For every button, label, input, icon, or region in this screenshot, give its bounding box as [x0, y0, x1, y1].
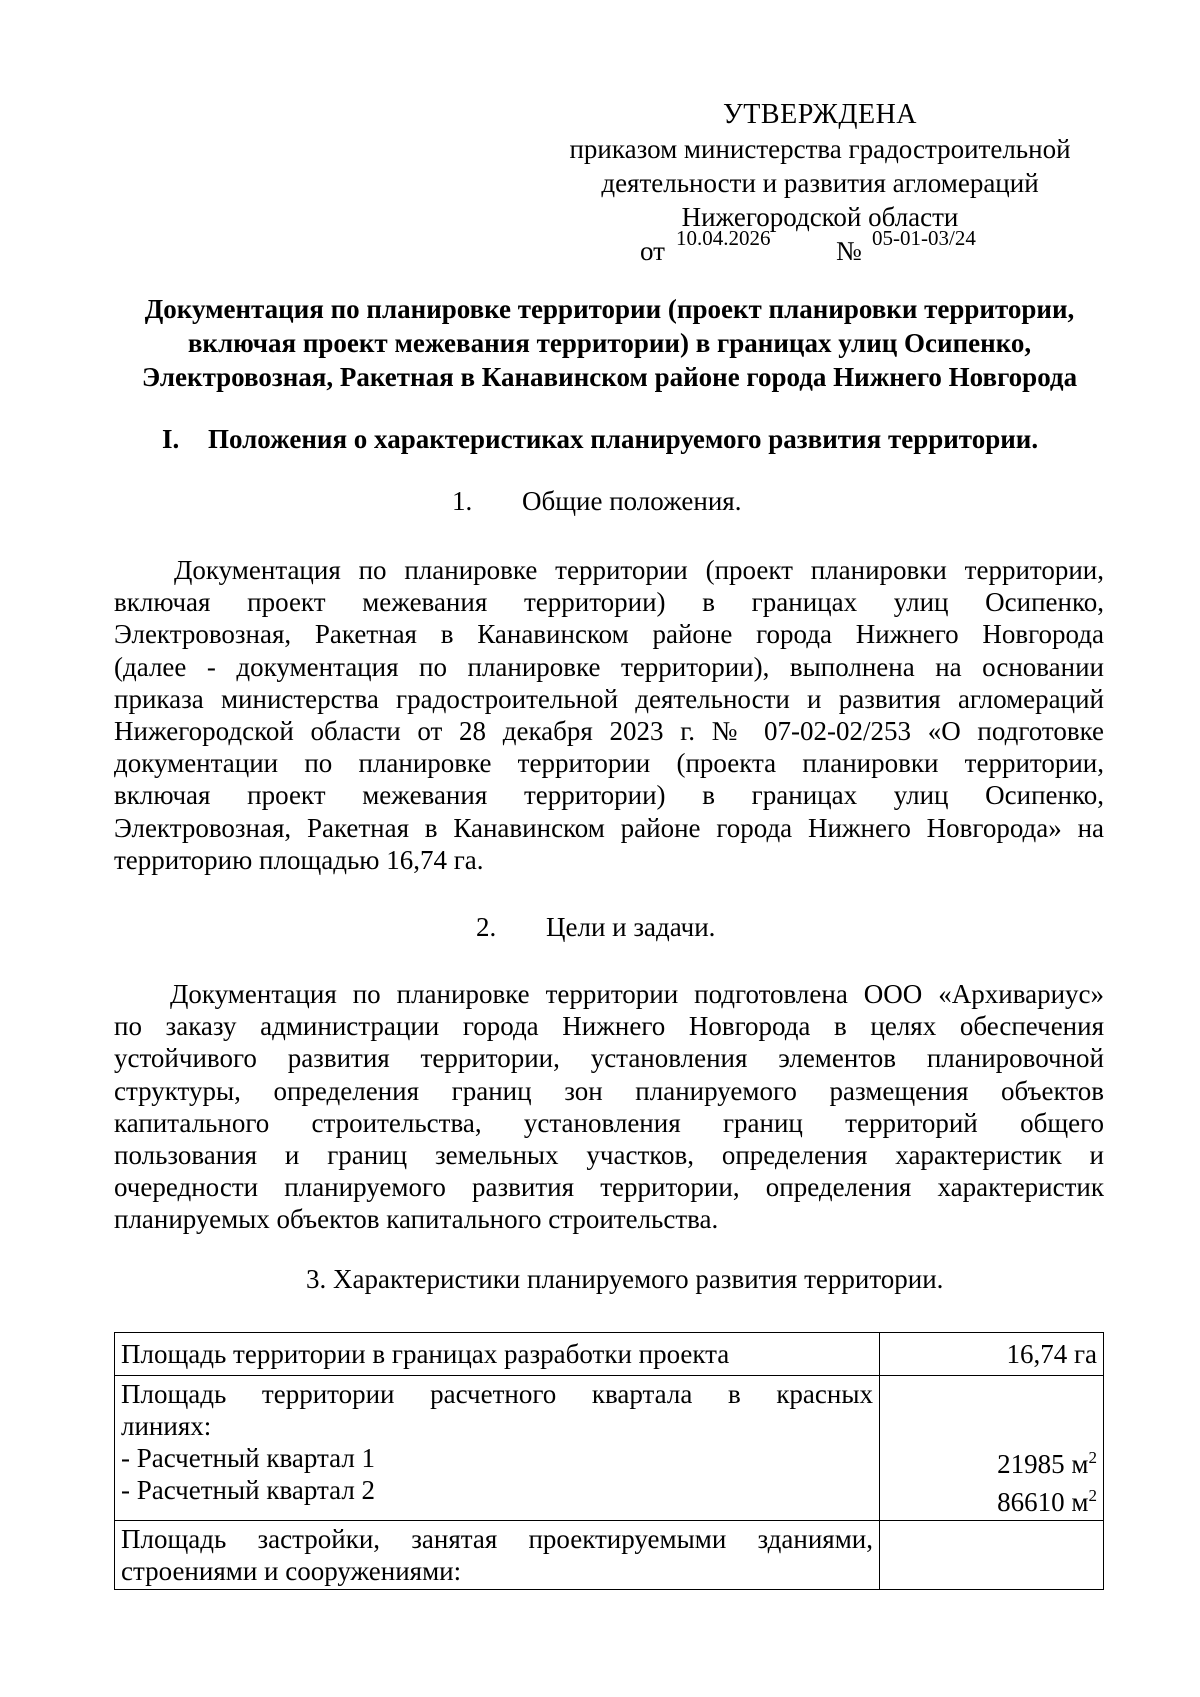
- unit-superscript: 2: [1088, 1448, 1097, 1467]
- subsection-1-number: 1.: [452, 486, 473, 516]
- row-1-value: 16,74 га: [1006, 1339, 1097, 1369]
- date-label: от: [640, 236, 665, 266]
- section-heading: [162, 424, 1038, 455]
- subsection-2-number: 2.: [476, 912, 497, 942]
- row-2-item-2-label: - Расчетный квартал 2: [121, 1475, 376, 1505]
- section-title: Положения о характеристиках планируемого развития территории.: [208, 424, 1039, 454]
- table-cell-value: [880, 1376, 1104, 1521]
- title-line-1: Документация по планировке территории (проект планировки территории,: [144, 294, 1075, 324]
- table-row: [115, 1521, 1104, 1590]
- row-2-label-line-1: Площадь территории расчетного квартала в красных: [121, 1379, 873, 1409]
- paragraph-line: Электровозная, Ракетная в Канавинском районе города Нижнего Новгорода: [114, 619, 1104, 650]
- subsection-3-heading: 3. Характеристики планируемого развития территории.: [306, 1264, 944, 1294]
- row-3-label-line-2: строениями и сооружениями:: [121, 1556, 462, 1586]
- row-1-label: Площадь территории в границах разработки проекта: [121, 1339, 730, 1369]
- number-label: №: [836, 236, 862, 266]
- paragraph-line: капитального строительства, установления границ территорий общего: [114, 1107, 1104, 1138]
- approval-line-3: Нижегородской области: [681, 202, 959, 232]
- table-cell-value: [880, 1333, 1104, 1376]
- document-title: [112, 292, 1107, 394]
- paragraph-line: Документация по планировке территории подготовлена ООО «Архивариус»: [170, 979, 1104, 1009]
- paragraph-line: приказа министерства градостроительной деятельности и развития агломераций: [114, 683, 1104, 714]
- row-2-item-1-label: - Расчетный квартал 1: [121, 1443, 376, 1473]
- item-2-value-text: 86610 м: [997, 1487, 1089, 1517]
- paragraph-line: планируемых объектов капитального строительства.: [114, 1204, 719, 1235]
- paragraph-line: (далее - документация по планировке территории), выполнена на основании: [114, 651, 1104, 682]
- paragraph-line: документации по планировке территории (проекта планировки территории,: [114, 748, 1104, 779]
- table-cell-value: [880, 1521, 1104, 1590]
- characteristics-table: [114, 1332, 1104, 1590]
- paragraph-general: [114, 554, 1104, 876]
- item-1-value-text: 21985 м: [997, 1449, 1089, 1479]
- table-cell-label: [115, 1376, 880, 1521]
- paragraph-line: включая проект межевания территории) в границах улиц Осипенко,: [114, 780, 1104, 811]
- paragraph-goals: [114, 978, 1104, 1236]
- subsection-2-title: Цели и задачи.: [546, 912, 716, 942]
- paragraph-line: территорию площадью 16,74 га.: [114, 844, 484, 875]
- table-cell-label: [115, 1333, 880, 1376]
- approval-line-1: приказом министерства градостроительной: [569, 134, 1071, 164]
- paragraph-line: структуры, определения границ зон планируемого размещения объектов: [114, 1075, 1104, 1106]
- row-2-label-line-2: линиях:: [121, 1411, 212, 1441]
- section-number: I.: [162, 424, 180, 454]
- paragraph-line: Электровозная, Ракетная в Канавинском районе города Нижнего Новгорода» на: [114, 812, 1104, 843]
- approval-title: УТВЕРЖДЕНА: [722, 99, 918, 130]
- unit-superscript: 2: [1088, 1486, 1097, 1505]
- paragraph-line: Документация по планировке территории (проект планировки территории,: [174, 555, 1104, 585]
- row-2-item-2-value: [886, 1480, 1097, 1518]
- table-cell-label: [115, 1521, 880, 1590]
- title-line-3: Электровозная, Ракетная в Канавинском районе города Нижнего Новгорода: [141, 362, 1078, 392]
- table-row: [115, 1333, 1104, 1376]
- number-value: 05-01-03/24: [872, 226, 976, 250]
- subsection-2-heading: [476, 912, 715, 943]
- subsection-1-title: Общие положения.: [522, 486, 742, 516]
- paragraph-line: по заказу администрации города Нижнего Новгорода в целях обеспечения: [114, 1011, 1104, 1042]
- paragraph-line: включая проект межевания территории) в границах улиц Осипенко,: [114, 587, 1104, 618]
- paragraph-line: устойчивого развития территории, установления элементов планировочной: [114, 1043, 1104, 1074]
- paragraph-line: очередности планируемого развития территории, определения характеристик: [114, 1172, 1104, 1203]
- table-row: [115, 1376, 1104, 1521]
- approval-block: [540, 98, 1100, 234]
- row-3-label-line-1: Площадь застройки, занятая проектируемыми зданиями,: [121, 1524, 873, 1554]
- paragraph-line: Нижегородской области от 28 декабря 2023 г. № 07-02-02/253 «О подготовке: [114, 716, 1104, 747]
- paragraph-line: пользования и границ земельных участков, определения характеристик и: [114, 1140, 1104, 1171]
- date-value: 10.04.2026: [676, 226, 771, 250]
- approval-line-2: деятельности и развития агломераций: [601, 168, 1039, 198]
- title-line-2: включая проект межевания территории) в границах улиц Осипенко,: [187, 328, 1032, 358]
- row-2-item-1-value: [886, 1442, 1097, 1480]
- subsection-1-heading: [452, 486, 741, 517]
